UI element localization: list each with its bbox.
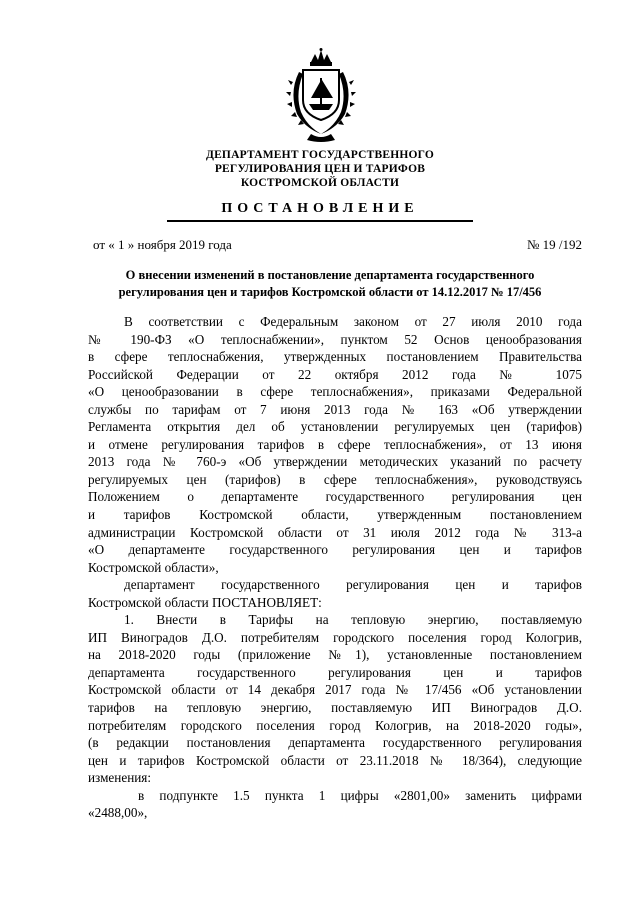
body-line: в сфере теплоснабжения, утвержденных постановлением Правительства: [88, 349, 582, 365]
organization-name: [140, 148, 500, 190]
body-line: Костромской области»,: [88, 559, 219, 575]
body-line: ИП Виноградов Д.О. потребителям городского поселения город Кологрив,: [88, 629, 582, 645]
body-line: «О департаменте государственного регулирования цен и тарифов: [88, 542, 582, 558]
body-line: департамента государственного регулирования цен и тарифов: [88, 664, 582, 680]
body-line: и тарифов Костромской области, утвержденным постановлением: [88, 507, 582, 523]
body-line: «2488,00»,: [88, 805, 148, 821]
body-line: службы по тарифам от 7 июня 2013 года № 163 «Об утверждении: [88, 401, 582, 417]
org-line: РЕГУЛИРОВАНИЯ ЦЕН И ТАРИФОВ: [214, 163, 426, 175]
body-line: администрации Костромской области от 31 июля 2012 года № 313-а: [88, 524, 582, 540]
document-body: [88, 313, 582, 822]
body-line: регулируемых цен (тарифов) в сфере теплоснабжения», руководствуясь: [88, 471, 582, 487]
body-line: В соответствии с Федеральным законом от 27 июля 2010 года: [124, 314, 582, 329]
body-line: Российской Федерации от 22 октября 2012 года № 1075: [88, 366, 582, 382]
body-line: департамент государственного регулирования цен и тарифов: [124, 577, 582, 593]
body-line: Регламента открытия дел об установлении регулируемых цен (тарифов): [88, 419, 582, 435]
body-line: № 190-ФЗ «О теплоснабжении», пунктом 52 Основ ценообразования: [88, 331, 582, 347]
subject-line: О внесении изменений в постановление департамента государственного: [125, 268, 535, 282]
body-line: 2013 года № 760-э «Об утверждении методических указаний по расчету: [88, 454, 582, 470]
subject-line: регулирования цен и тарифов Костромской области от 14.12.2017 № 17/456: [118, 285, 542, 299]
date-number-line: [93, 237, 582, 253]
org-line: КОСТРОМСКОЙ ОБЛАСТИ: [240, 177, 400, 189]
body-line: изменения:: [88, 770, 152, 786]
body-line: и отмене регулирования тарифов в сфере теплоснабжения», от 13 июня: [88, 436, 582, 452]
body-line: (в редакции постановления департамента государственного регулирования: [88, 735, 582, 751]
body-line: 1. Внести в Тарифы на тепловую энергию, поставляемую: [124, 612, 582, 628]
body-line: «О ценообразовании в сфере теплоснабжения», приказами Федеральной: [88, 384, 582, 400]
body-line: потребителям городского поселения город Кологрив, на 2018-2020 годы»,: [88, 717, 582, 733]
coat-of-arms-emblem: [281, 48, 361, 144]
body-line: тарифов на тепловую энергию, поставляемую ИП Виноградов Д.О.: [88, 700, 582, 716]
document-date: от « 1 » ноября 2019 года: [93, 237, 232, 252]
document-subject: [80, 267, 580, 301]
document-type-title: ПОСТАНОВЛЕНИЕ: [221, 201, 419, 216]
body-line: в подпункте 1.5 пункта 1 цифры «2801,00» заменить цифрами: [138, 787, 582, 803]
body-line: Положением о департаменте государственного регулирования цен: [88, 489, 582, 505]
body-line: на 2018-2020 годы (приложение №1), установленные постановлением: [88, 647, 582, 663]
body-line: цен и тарифов Костромской области от 23.11.2018 № 18/364), следующие: [88, 752, 582, 768]
org-line: ДЕПАРТАМЕНТ ГОСУДАРСТВЕННОГО: [205, 149, 435, 161]
body-line: Костромской области от 14 декабря 2017 года № 17/456 «Об установлении: [88, 682, 582, 698]
body-line: Костромской области ПОСТАНОВЛЯЕТ:: [88, 594, 322, 610]
title-underline: [167, 220, 473, 222]
document-number: № 19 /192: [526, 237, 582, 252]
